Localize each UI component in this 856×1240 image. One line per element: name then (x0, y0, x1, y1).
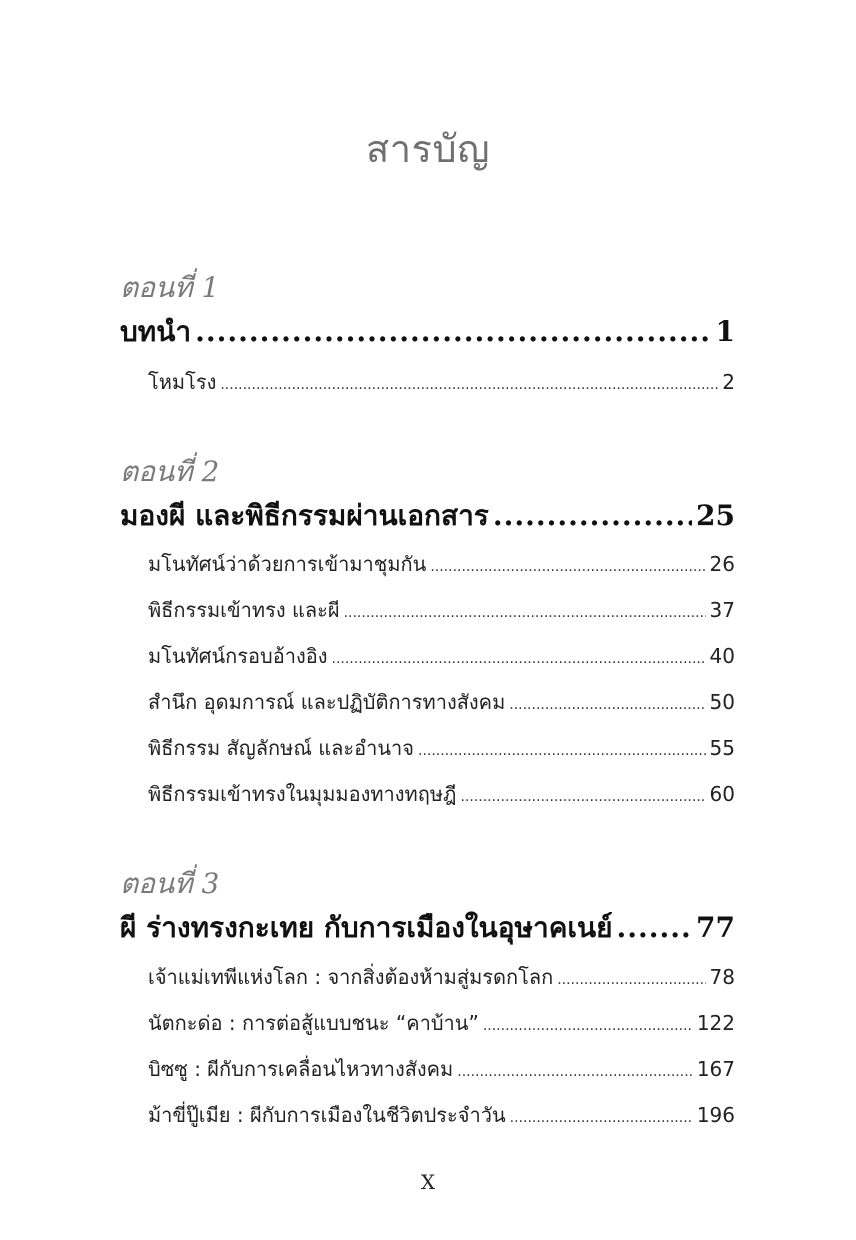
toc-section[interactable] (148, 640, 735, 672)
section-page-number: 55 (709, 736, 735, 760)
section-title: มโนทัศน์กรอบอ้างอิง (148, 644, 328, 668)
section-page-number: 50 (709, 690, 735, 714)
toc-section[interactable] (148, 366, 735, 398)
part-label-1: ตอนที่ 1 (120, 271, 220, 304)
dot-leader (493, 499, 692, 532)
section-page-number: 60 (709, 782, 735, 806)
page-title: สารบัญ (366, 127, 490, 171)
section-title: พิธีกรรมเข้าทรง และผี (148, 598, 340, 622)
section-page-number: 196 (696, 1103, 735, 1127)
part-label-3: ตอนที่ 3 (120, 867, 220, 900)
toc-chapter-3[interactable] (120, 906, 735, 950)
section-title: เจ้าแม่เทพีแห่งโลก : จากสิ่งต้องห้ามสู่มรดกโลก (148, 965, 554, 989)
toc-section[interactable] (148, 778, 735, 810)
dot-leader (195, 315, 711, 348)
chapter-page-number: 25 (696, 499, 735, 532)
section-page-number: 78 (709, 965, 735, 989)
toc-section[interactable] (148, 686, 735, 718)
dot-leader (430, 559, 705, 575)
section-title: บิซซู : ผีกับการเคลื่อนไหวทางสังคม (148, 1057, 454, 1081)
toc-section[interactable] (148, 1099, 735, 1131)
section-page-number: 167 (696, 1057, 735, 1081)
toc-chapter-1[interactable] (120, 310, 735, 354)
section-page-number: 40 (709, 644, 735, 668)
toc-section[interactable] (148, 548, 735, 580)
chapter-title: บทนำ (120, 315, 192, 348)
section-page-number: 37 (709, 598, 735, 622)
dot-leader (617, 911, 692, 944)
dot-leader (344, 605, 706, 621)
chapter-title: ผี ร่างทรงกะเทย กับการเมืองในอุษาคเนย์ (120, 911, 613, 944)
section-title: โหมโรง (148, 370, 217, 394)
dot-leader (510, 1110, 693, 1126)
part-label-2: ตอนที่ 2 (120, 455, 220, 488)
dot-leader (418, 743, 706, 759)
section-title: พิธีกรรม สัญลักษณ์ และอำนาจ (148, 736, 414, 760)
chapter-title: มองผี และพิธีกรรมผ่านเอกสาร (120, 499, 489, 532)
toc-section[interactable] (148, 594, 735, 626)
dot-leader (332, 651, 706, 667)
section-page-number: 26 (709, 552, 735, 576)
toc-section[interactable] (148, 1053, 735, 1085)
section-title: พิธีกรรมเข้าทรงในมุมมองทางทฤษฎี (148, 782, 457, 806)
chapter-page-number: 77 (696, 911, 735, 944)
dot-leader (483, 1018, 693, 1034)
dot-leader (457, 1064, 693, 1080)
chapter-page-number: 1 (715, 315, 735, 348)
section-title: ม้าขี่ปู๊เมีย : ผีกับการเมืองในชีวิตประจำวัน (148, 1103, 506, 1127)
dot-leader (220, 377, 718, 393)
section-title: สำนึก อุดมการณ์ และปฏิบัติการทางสังคม (148, 690, 506, 714)
dot-leader (460, 789, 705, 805)
section-page-number: 122 (696, 1011, 735, 1035)
toc-section[interactable] (148, 961, 735, 993)
section-page-number: 2 (722, 370, 735, 394)
toc-section[interactable] (148, 732, 735, 764)
section-title: นัตกะด่อ : การต่อสู้แบบชนะ “คาบ้าน” (148, 1011, 479, 1035)
dot-leader (509, 697, 705, 713)
toc-chapter-2[interactable] (120, 494, 735, 538)
section-title: มโนทัศน์ว่าด้วยการเข้ามาชุมกัน (148, 552, 427, 576)
toc-section[interactable] (148, 1007, 735, 1039)
dot-leader (557, 972, 705, 988)
page-folio: X (420, 1170, 436, 1194)
